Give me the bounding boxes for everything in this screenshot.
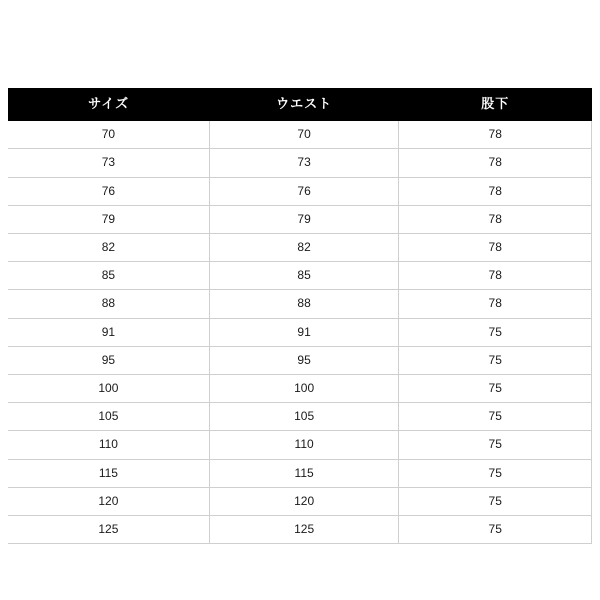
- cell-waist: 79: [209, 205, 399, 233]
- cell-waist: 110: [209, 431, 399, 459]
- cell-size: 110: [8, 431, 209, 459]
- table-header-row: [8, 88, 592, 121]
- cell-size: 105: [8, 403, 209, 431]
- cell-size: 91: [8, 318, 209, 346]
- column-header-inseam: 股下: [399, 88, 592, 121]
- cell-size: 70: [8, 121, 209, 149]
- cell-inseam: 75: [399, 318, 592, 346]
- column-header-waist: ウエスト: [209, 88, 399, 121]
- cell-waist: 105: [209, 403, 399, 431]
- table-row: [8, 459, 592, 487]
- cell-size: 82: [8, 234, 209, 262]
- cell-waist: 73: [209, 149, 399, 177]
- cell-size: 100: [8, 374, 209, 402]
- size-chart-table: [8, 88, 592, 544]
- table-row: [8, 487, 592, 515]
- size-chart-container: [8, 88, 592, 544]
- cell-waist: 88: [209, 290, 399, 318]
- table-row: [8, 290, 592, 318]
- table-row: [8, 515, 592, 543]
- cell-waist: 125: [209, 515, 399, 543]
- table-row: [8, 374, 592, 402]
- cell-size: 115: [8, 459, 209, 487]
- cell-size: 76: [8, 177, 209, 205]
- cell-inseam: 75: [399, 459, 592, 487]
- column-header-size: サイズ: [8, 88, 209, 121]
- table-row: [8, 234, 592, 262]
- cell-waist: 115: [209, 459, 399, 487]
- cell-waist: 85: [209, 262, 399, 290]
- cell-waist: 95: [209, 346, 399, 374]
- cell-waist: 100: [209, 374, 399, 402]
- cell-inseam: 78: [399, 149, 592, 177]
- cell-inseam: 78: [399, 290, 592, 318]
- cell-inseam: 78: [399, 121, 592, 149]
- cell-size: 88: [8, 290, 209, 318]
- cell-waist: 91: [209, 318, 399, 346]
- table-row: [8, 177, 592, 205]
- table-body: [8, 121, 592, 543]
- cell-size: 79: [8, 205, 209, 233]
- table-row: [8, 262, 592, 290]
- cell-inseam: 75: [399, 515, 592, 543]
- cell-waist: 70: [209, 121, 399, 149]
- table-row: [8, 318, 592, 346]
- cell-inseam: 78: [399, 234, 592, 262]
- table-row: [8, 403, 592, 431]
- cell-inseam: 78: [399, 205, 592, 233]
- cell-size: 125: [8, 515, 209, 543]
- cell-size: 95: [8, 346, 209, 374]
- cell-inseam: 78: [399, 262, 592, 290]
- table-row: [8, 149, 592, 177]
- cell-size: 120: [8, 487, 209, 515]
- cell-size: 73: [8, 149, 209, 177]
- cell-inseam: 75: [399, 487, 592, 515]
- cell-inseam: 75: [399, 346, 592, 374]
- cell-waist: 120: [209, 487, 399, 515]
- table-row: [8, 121, 592, 149]
- cell-inseam: 78: [399, 177, 592, 205]
- cell-waist: 82: [209, 234, 399, 262]
- table-header: [8, 88, 592, 121]
- cell-inseam: 75: [399, 431, 592, 459]
- table-row: [8, 346, 592, 374]
- cell-size: 85: [8, 262, 209, 290]
- cell-inseam: 75: [399, 403, 592, 431]
- table-row: [8, 431, 592, 459]
- cell-inseam: 75: [399, 374, 592, 402]
- table-row: [8, 205, 592, 233]
- cell-waist: 76: [209, 177, 399, 205]
